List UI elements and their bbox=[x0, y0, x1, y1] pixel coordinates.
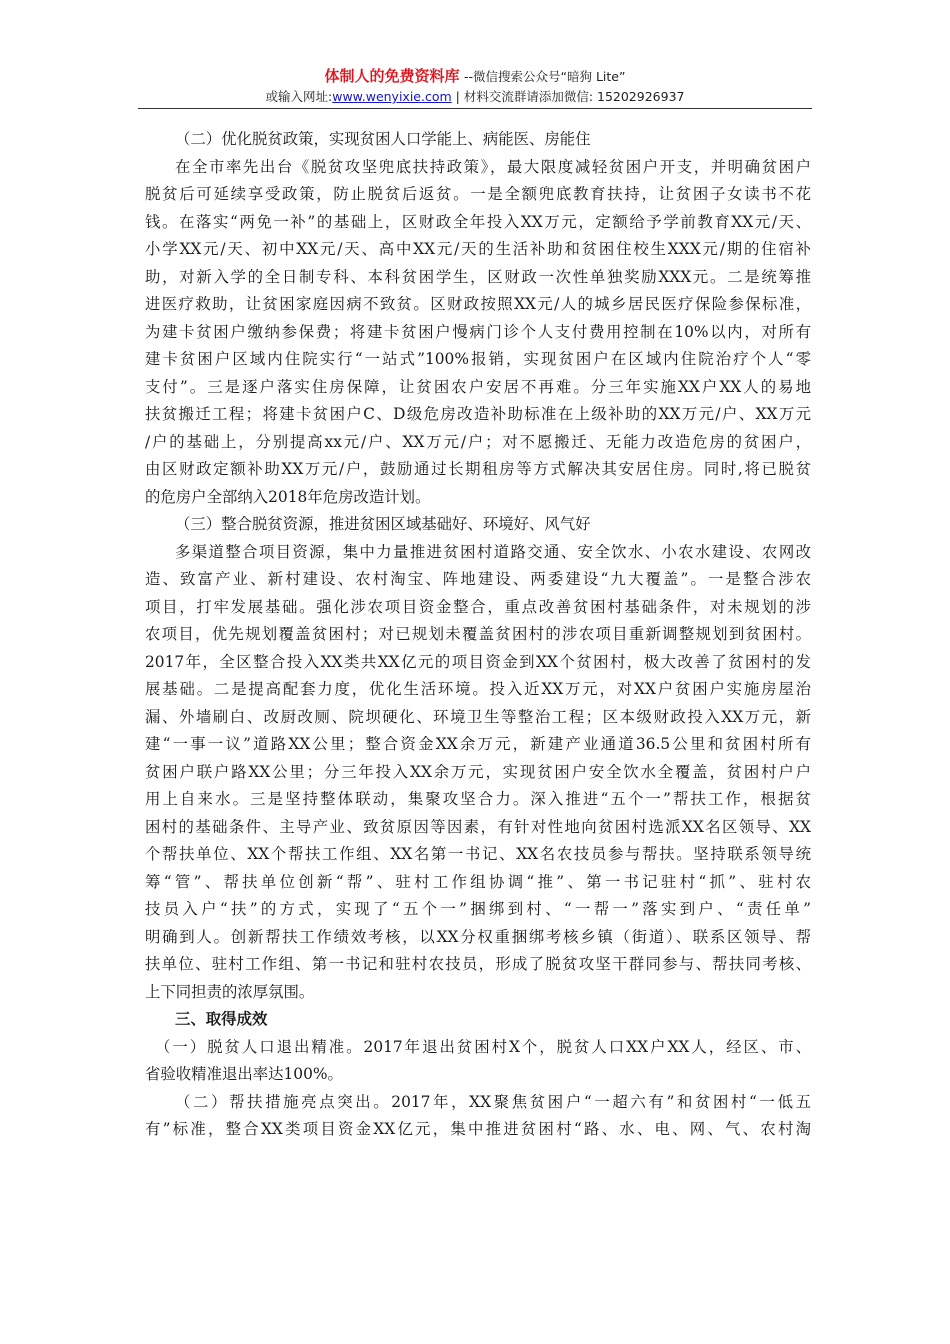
paragraph-line: 2017年，全区整合投入XX类共XX亿元的项目资金到XX个贫困村，极大改善了贫困村的发 bbox=[145, 652, 811, 671]
paragraph-line: 支付”。三是逐户落实住房保障，让贫困农户安居不再难。分三年实施XX户XX人的易地 bbox=[145, 377, 811, 396]
header-tagline: --微信搜索公众号“暗狗 Lite” bbox=[463, 69, 626, 84]
paragraph-line: （二）帮扶措施亮点突出。2017年，XX聚焦贫困户“一超六有”和贫困村“一低五 bbox=[175, 1092, 811, 1111]
paragraph-line: 造、致富产业、新村建设、农村淘宝、阵地建设、两委建设“九大覆盖”。一是整合涉农 bbox=[145, 570, 811, 588]
paragraph-line: 用上自来水。三是坚持整体联动，集聚攻坚合力。深入推进“五个一”帮扶工作，根据贫 bbox=[145, 790, 811, 808]
paragraph-line: 困村的基础条件、主导产业、致贫原因等因素，有针对性地向贫困村选派XX名区领导、XX bbox=[145, 817, 811, 836]
website-link[interactable]: www.wenyixie.com bbox=[332, 89, 452, 104]
paragraph-line: 钱。在落实“两免一补”的基础上，区财政全年投入XX万元，定额给予学前教育XX元/天、 bbox=[145, 212, 811, 231]
paragraph-line: 农项目，优先规划覆盖贫困村；对已规划未覆盖贫困村的涉农项目重新调整规划到贫困村。 bbox=[145, 625, 811, 643]
paragraph-line: 贫困户联户路XX公里；分三年投入XX余万元，实现贫困户安全饮水全覆盖，贫困村户户 bbox=[145, 762, 811, 781]
paragraph-line: 助，对新入学的全日制专科、本科贫困学生，区财政一次性单独奖励XXX元。二是统筹推 bbox=[145, 267, 811, 286]
paragraph-line: 脱贫后可延续享受政策，防止脱贫后返贫。一是全额兜底教育扶持，让贫困子女读书不花 bbox=[145, 185, 811, 203]
paragraph-line: 扶贫搬迁工程；将建卡贫困户C、D级危房改造补助标准在上级补助的XX万元/户、XX万元 bbox=[145, 405, 811, 423]
chapter-heading: 三、取得成效 bbox=[175, 1010, 268, 1028]
header-title-line bbox=[0, 66, 950, 87]
paragraph-line: /户的基础上，分别提高xx元/户、XX万元/户；对不愿搬迁、无能力改造危房的贫困户， bbox=[145, 432, 811, 451]
paragraph-line: 筹“管”、帮扶单位创新“帮”、驻村工作组协调“推”、第一书记驻村“抓”、驻村农 bbox=[145, 872, 811, 891]
header-contact-line bbox=[0, 87, 950, 106]
paragraph-line: 漏、外墙刷白、改厨改厕、院坝硬化、环境卫生等整治工程；区本级财政投入XX万元，新 bbox=[145, 707, 811, 726]
paragraph-line: 展基础。二是提高配套力度，优化生活环境。投入近XX万元，对XX户贫困户实施房屋治 bbox=[145, 680, 811, 698]
paragraph-line: 建卡贫困户区域内住院实行“一站式”100%报销，实现贫困户在区域内住院治疗个人“零 bbox=[145, 350, 811, 368]
page-header bbox=[0, 66, 950, 106]
paragraph-line: 为建卡贫困户缴纳参保费；将建卡贫困户慢病门诊个人支付费用控制在10%以内，对所有 bbox=[145, 322, 811, 341]
url-prefix: 或输入网址: bbox=[265, 89, 333, 104]
paragraph-line: 上下同担责的浓厚氛围。 bbox=[145, 982, 315, 1001]
paragraph-line: 明确到人。创新帮扶工作绩效考核，以XX分权重捆绑考核乡镇（街道）、联系区领导、帮 bbox=[145, 927, 811, 946]
paragraph-line: 多渠道整合项目资源，集中力量推进贫困村道路交通、安全饮水、小农水建设、农网改 bbox=[175, 542, 811, 561]
brand-title: 体制人的免费资料库 bbox=[324, 67, 460, 85]
header-divider bbox=[138, 108, 812, 109]
contact-info: | 材料交流群请添加微信: 15202926937 bbox=[451, 89, 685, 104]
paragraph-line: 进医疗救助，让贫困家庭因病不致贫。区财政按照XX元/人的城乡居民医疗保险参保标准， bbox=[145, 295, 811, 313]
paragraph-line: 有”标准，整合XX类项目资金XX亿元，集中推进贫困村“路、水、电、网、气、农村淘 bbox=[145, 1120, 811, 1138]
paragraph-line: 建“一事一议”道路XX公里；整合资金XX余万元，新建产业通道36.5公里和贫困村所有 bbox=[145, 735, 811, 753]
paragraph-line: 项目，打牢发展基础。强化涉农项目资金整合，重点改善贫困村基础条件，对未规划的涉 bbox=[145, 597, 811, 616]
paragraph-line: 个帮扶单位、XX个帮扶工作组、XX名第一书记、XX名农技员参与帮扶。坚持联系领导统 bbox=[145, 845, 811, 863]
paragraph-line: 省验收精准退出率达100%。 bbox=[145, 1065, 343, 1083]
paragraph-line: 技员入户“扶”的方式，实现了“五个一”捆绑到村、“一帮一”落实到户、“责任单” bbox=[145, 900, 811, 918]
paragraph-line: 的危房户全部纳入2018年危房改造计划。 bbox=[145, 487, 431, 506]
paragraph-line: 扶单位、驻村工作组、第一书记和驻村农技员，形成了脱贫攻坚干群同参与、帮扶同考核、 bbox=[145, 955, 811, 973]
paragraph-line: （一）脱贫人口退出精准。2017年退出贫困村X个，脱贫人口XX户XX人，经区、市、 bbox=[155, 1037, 811, 1056]
section-heading: （二）优化脱贫政策，实现贫困人口学能上、病能医、房能住 bbox=[175, 130, 591, 148]
paragraph-line: 由区财政定额补助XX万元/户，鼓励通过长期租房等方式解决其安居住房。同时,将已脱贫 bbox=[145, 460, 811, 478]
section-heading: （三）整合脱贫资源，推进贫困区域基础好、环境好、风气好 bbox=[175, 515, 591, 533]
document-body bbox=[145, 126, 811, 1144]
paragraph-line: 在全市率先出台《脱贫攻坚兜底扶持政策》，最大限度减轻贫困户开支，并明确贫困户 bbox=[175, 157, 811, 176]
paragraph-line: 小学XX元/天、初中XX元/天、高中XX元/天的生活补助和贫困住校生XXX元/期的住宿补 bbox=[145, 240, 811, 258]
